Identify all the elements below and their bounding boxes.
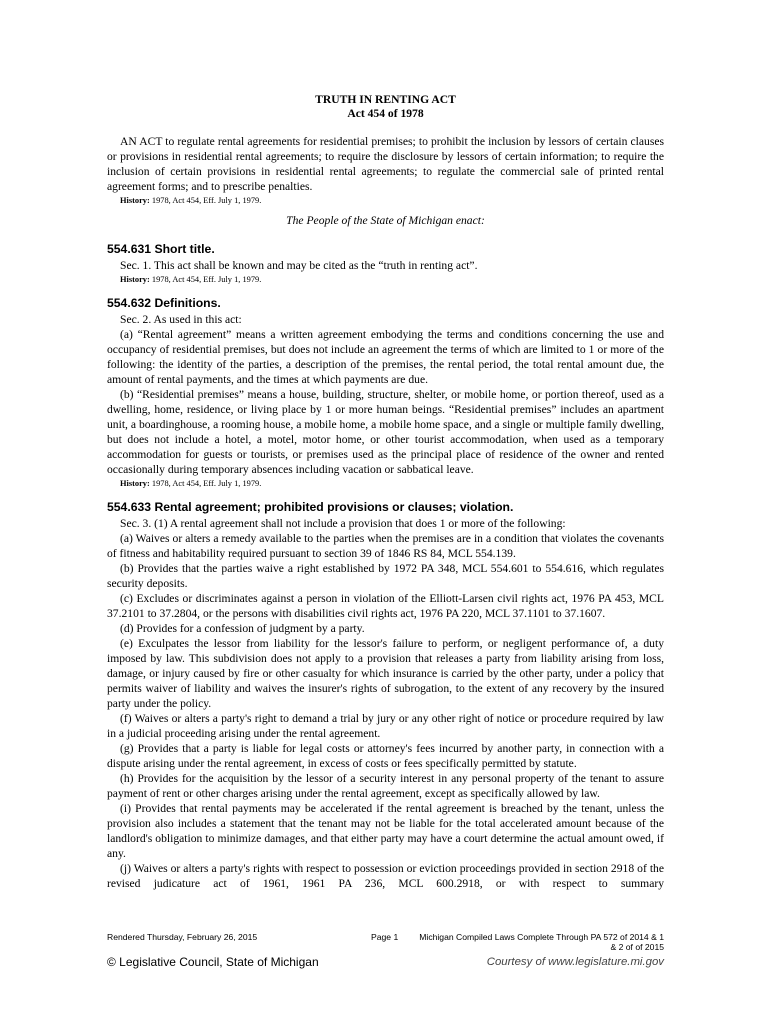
provision-i: (i) Provides that rental payments may be accelerated if the rental agreement is breached by the tenant, unless the provision also includes a statement that the tenant may not be liable for the total accelerated amount because of the landlord's obligation to minimize damages, and that either party may have a court determine the actual amount owed, if any. — [107, 802, 664, 860]
preamble-text: AN ACT to regulate rental agreements for residential premises; to prohibit the inclusion by lessors of certain clauses or provisions in residential rental agreements; to require the disclosure by lessors of certain information; to require the inclusion of certain provisions in residential rental agreements; to regulate the commercial sale of printed rental agreement forms; and to prescribe penalties. — [107, 135, 664, 193]
definition-rental-agreement: (a) “Rental agreement” means a written agreement embodying the terms and conditions concerning the use and occupancy of residential premises, but does not include an agreement the terms of which are limited to 1 or more of the following: the identity of the parties, a description of the premises, the rental period, the total rental amount due, the amount of rental payments, and the times at which payments are due. — [107, 328, 664, 386]
provision-d: (d) Provides for a confession of judgment by a party. — [120, 622, 365, 635]
section-history — [107, 478, 664, 490]
section-history — [107, 274, 664, 286]
courtesy-link[interactable]: Courtesy of www.legislature.mi.gov — [486, 956, 664, 968]
document-body — [107, 93, 664, 891]
provision-j: (j) Waives or alters a party's rights with respect to possession or eviction proceedings provided in section 2918 of the revised judicature act of 1961, 1961 PA 236, MCL 600.2918, or with respect to summary — [107, 862, 664, 890]
section-heading-554-631: 554.631 Short title. — [107, 242, 215, 256]
section-heading-554-633: 554.633 Rental agreement; prohibited provisions or clauses; violation. — [107, 500, 514, 514]
history-label: History: — [120, 196, 150, 205]
page-number: Page 1 — [371, 932, 399, 942]
section-paragraph: Sec. 1. This act shall be known and may be cited as the “truth in renting act”. — [120, 259, 478, 272]
compiled-line-2: & 2 of of 2015 — [610, 942, 664, 952]
act-title: TRUTH IN RENTING ACT — [315, 93, 456, 106]
compiled-line-1: Michigan Compiled Laws Complete Through PA 572 of 2014 & 1 — [419, 932, 664, 942]
preamble-history — [107, 195, 664, 207]
history-text: 1978, Act 454, Eff. July 1, 1979. — [149, 275, 262, 284]
compiled-laws-note — [398, 932, 664, 952]
history-label: History: — [120, 479, 150, 488]
provision-g: (g) Provides that a party is liable for legal costs or attorney's fees incurred by another party, in connection with a dispute arising under the rental agreement, in excess of costs or fees specifically permitted by statute. — [107, 742, 664, 770]
history-label: History: — [120, 275, 150, 284]
provision-a: (a) Waives or alters a remedy available to the parties when the premises are in a condition that violates the covenants of fitness and habitability required pursuant to section 39 of 1846 RS 84, MCL 554.139. — [107, 532, 664, 560]
history-text: 1978, Act 454, Eff. July 1, 1979. — [149, 196, 262, 205]
provision-b: (b) Provides that the parties waive a right established by 1972 PA 348, MCL 554.601 to 554.616, which regulates security deposits. — [107, 562, 664, 590]
act-number: Act 454 of 1978 — [347, 107, 424, 120]
history-text: 1978, Act 454, Eff. July 1, 1979. — [149, 479, 262, 488]
definition-residential-premises: (b) “Residential premises” means a house, building, structure, shelter, or mobile home, or portion thereof, used as a dwelling, home, residence, or living place by 1 or more human beings. “Residential premises” includes an apartment unit, a boardinghouse, a rooming house, a mobile home, a mobile home space, and a single or multiple family dwelling, but does not include a hotel, a motel, motor home, or other tourist accommodation, when used as a temporary accommodation for guests or tourists, or premises used as the principal place of residence of the owner and rented occasionally during temporary absences including vacation or sabbatical leave. — [107, 388, 664, 476]
provision-c: (c) Excludes or discriminates against a person in violation of the Elliott-Larsen civil rights act, 1976 PA 453, MCL 37.2101 to 37.2804, or the persons with disabilities civil rights act, 1976 PA 220, MCL 37.1101 to 37.1607. — [107, 592, 664, 620]
section-paragraph: Sec. 3. (1) A rental agreement shall not include a provision that does 1 or more of the following: — [120, 517, 566, 530]
section-paragraph: Sec. 2. As used in this act: — [120, 313, 242, 326]
enacting-clause: The People of the State of Michigan enact: — [286, 214, 485, 227]
provision-h: (h) Provides for the acquisition by the lessor of a security interest in any personal property of the tenant to assure payment of rent or other charges arising under the rental agreement, except as specifically allowed by law. — [107, 772, 664, 800]
section-heading-554-632: 554.632 Definitions. — [107, 296, 221, 310]
copyright-council: © Legislative Council, State of Michigan — [107, 955, 319, 969]
provision-e: (e) Exculpates the lessor from liability for the lessor's failure to perform, or negligent performance of, a duty imposed by law. This subdivision does not apply to a provision that releases a party from liability arising from loss, damage, or injury caused by fire or other casualty for which insurance is carried by the other party, under a policy that permits waiver of liability and waives the insurer's rights of subrogation, to the extent of any recovery by the insured party under the policy. — [107, 637, 664, 710]
rendered-date: Rendered Thursday, February 26, 2015 — [107, 932, 258, 942]
provision-f: (f) Waives or alters a party's right to demand a trial by jury or any other right of notice or procedure required by law in a judicial proceeding arising under the rental agreement. — [107, 712, 664, 740]
